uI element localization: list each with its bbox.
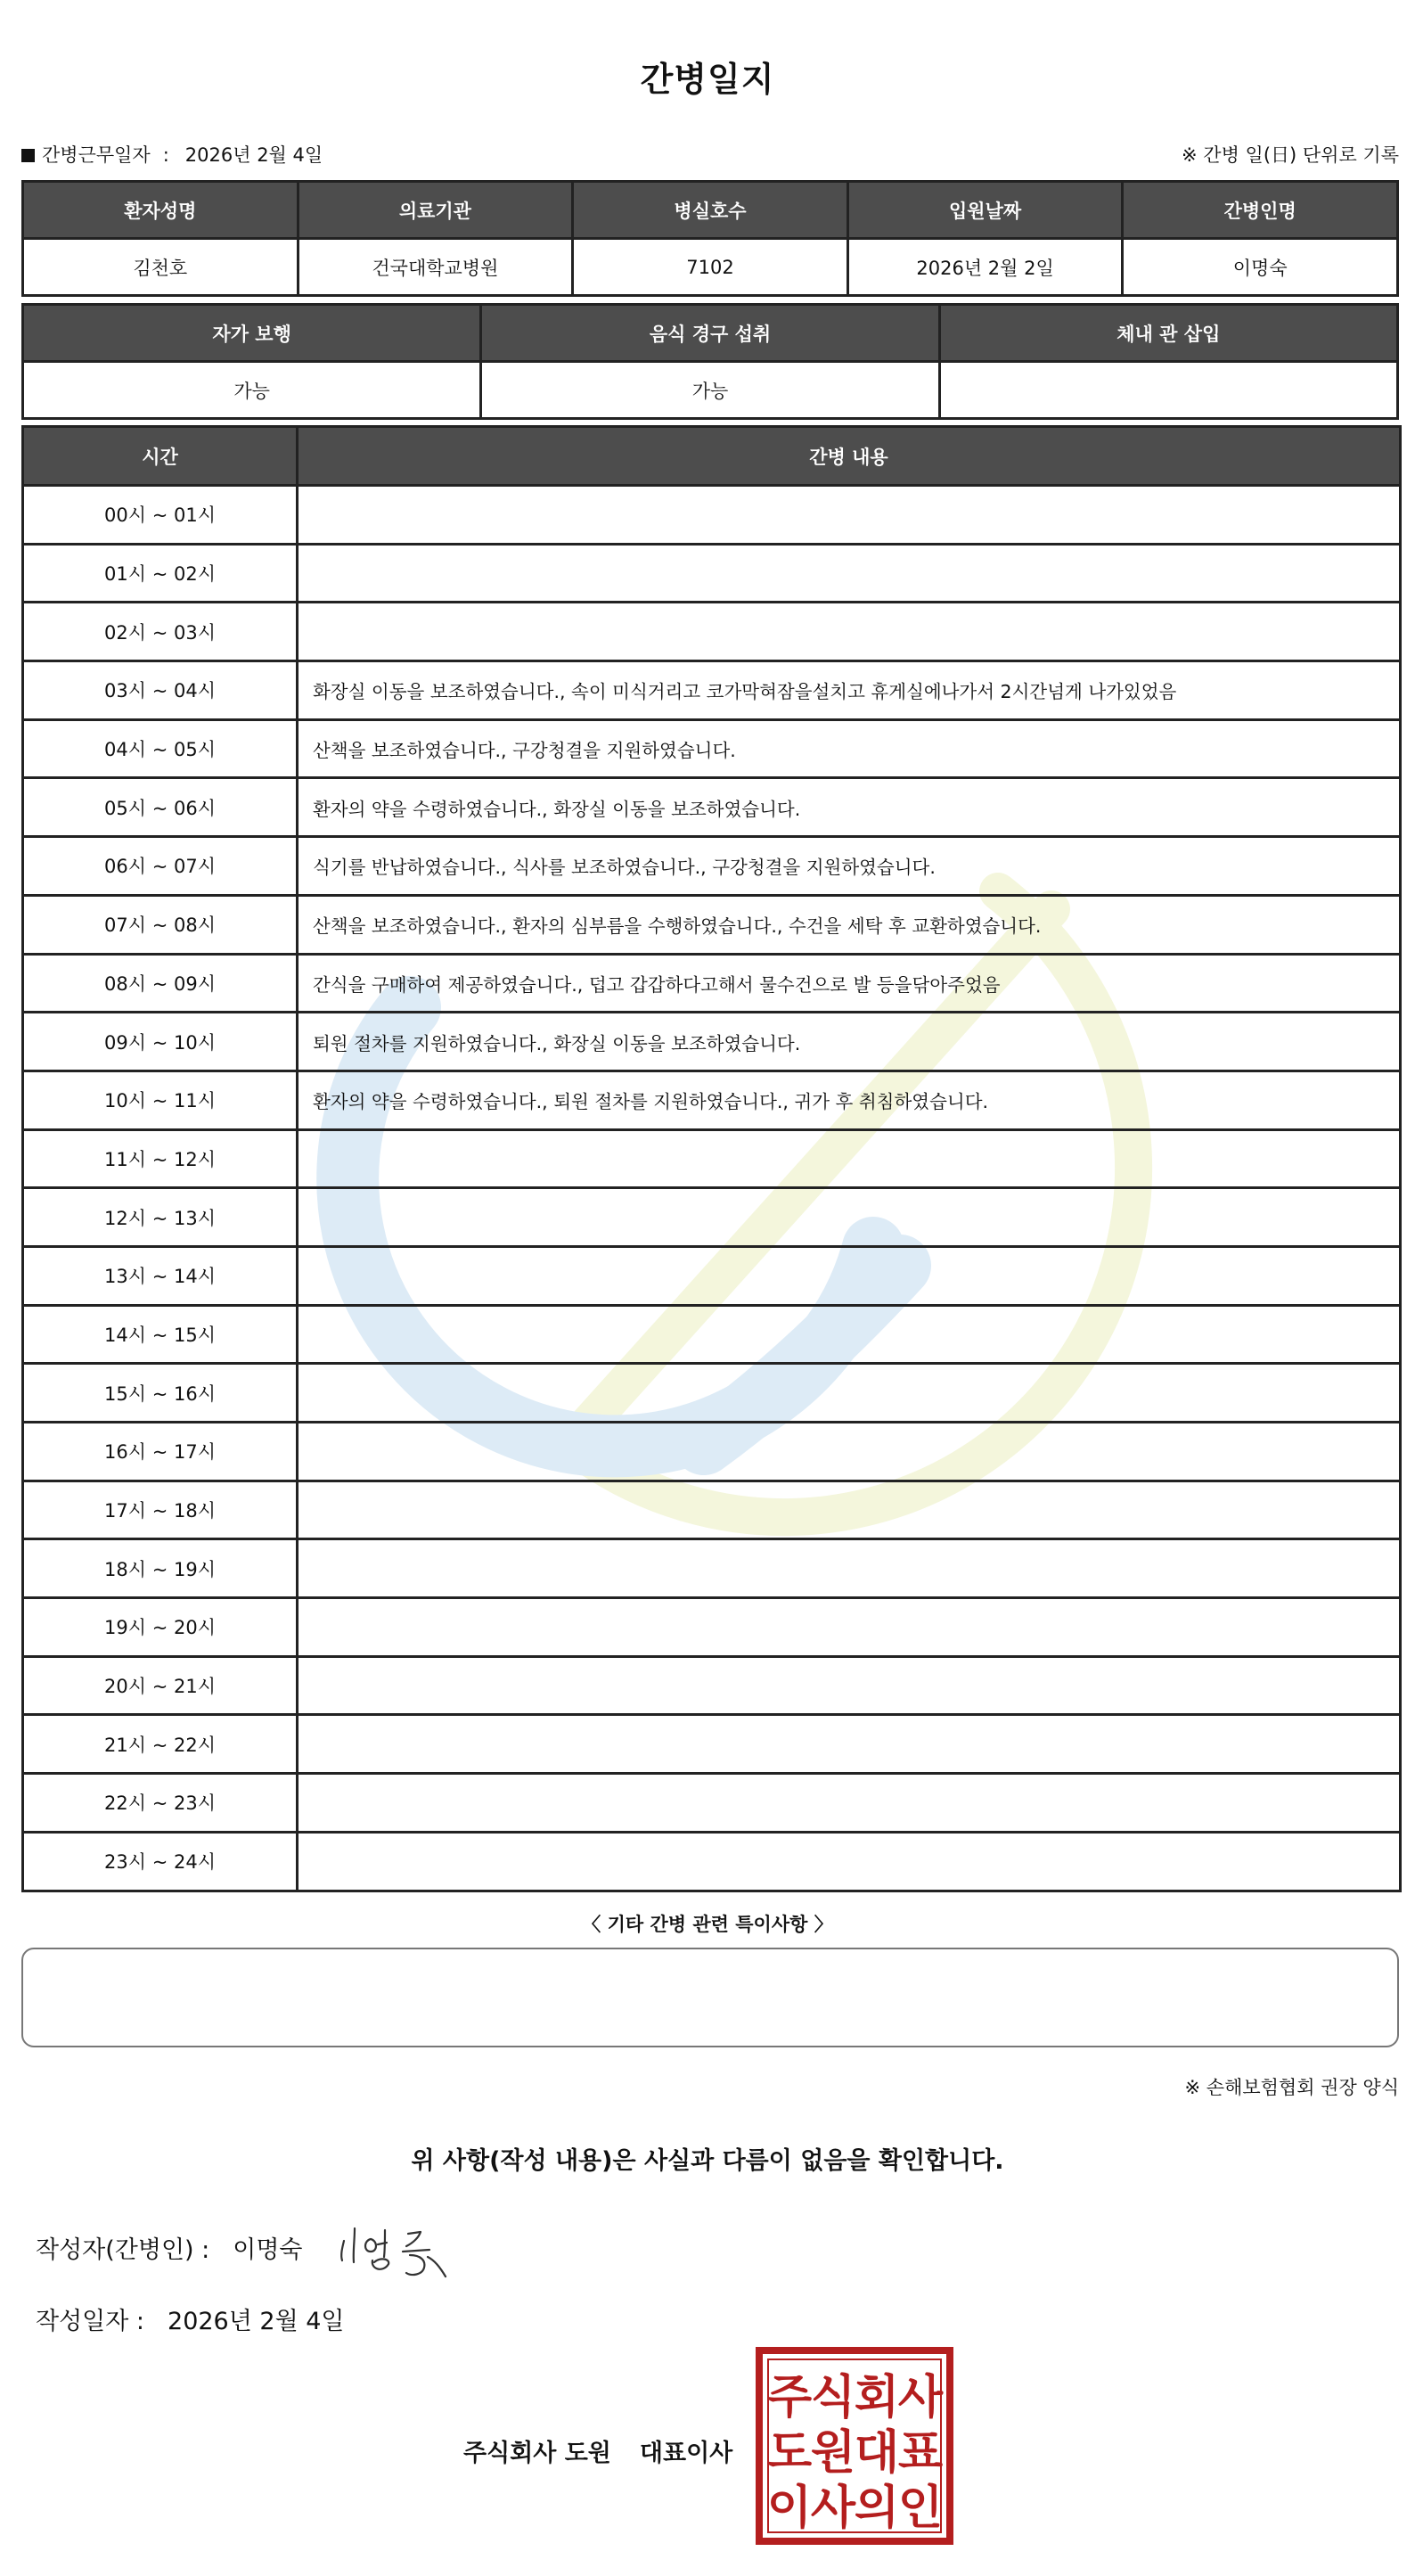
svg-text:인: 인 bbox=[897, 2482, 944, 2535]
document-title: 간병일지 bbox=[640, 60, 775, 99]
log-row bbox=[23, 719, 1401, 778]
log-row bbox=[23, 778, 1401, 837]
svg-text:도: 도 bbox=[766, 2426, 813, 2480]
header-time: 시간 bbox=[23, 427, 298, 486]
svg-text:의: 의 bbox=[854, 2482, 900, 2535]
room-number: 7102 bbox=[573, 239, 848, 296]
log-row bbox=[23, 1129, 1401, 1188]
log-time: 06시 ~ 07시 bbox=[23, 837, 298, 896]
log-time: 11시 ~ 12시 bbox=[23, 1129, 298, 1188]
log-time: 02시 ~ 03시 bbox=[23, 603, 298, 661]
admission-date: 2026년 2월 2일 bbox=[847, 239, 1123, 296]
log-time: 00시 ~ 01시 bbox=[23, 486, 298, 545]
log-content: 간식을 구매하여 제공하였습니다., 덥고 갑갑하다고해서 물수건으로 발 등을닦아주었음 bbox=[298, 954, 1401, 1013]
log-row bbox=[23, 1188, 1401, 1247]
log-row bbox=[23, 1481, 1401, 1539]
log-row bbox=[23, 486, 1401, 545]
work-date-colon: : bbox=[162, 144, 169, 166]
square-bullet-icon bbox=[21, 149, 35, 162]
confirmation-statement: 위 사항(작성 내용)은 사실과 다름이 없음을 확인합니다. bbox=[411, 2147, 1004, 2175]
institution: 건국대학교병원 bbox=[298, 239, 573, 296]
log-content: 산책을 보조하였습니다., 환자의 심부름을 수행하였습니다., 수건을 세탁 후 교환하였습니다. bbox=[298, 895, 1401, 954]
log-row bbox=[23, 1715, 1401, 1774]
log-content: 환자의 약을 수령하였습니다., 화장실 이동을 보조하였습니다. bbox=[298, 778, 1401, 837]
log-time: 19시 ~ 20시 bbox=[23, 1598, 298, 1657]
log-content bbox=[298, 1715, 1401, 1774]
header-patient-name: 환자성명 bbox=[23, 182, 299, 239]
patient-name: 김천호 bbox=[23, 239, 299, 296]
self-walking: 가능 bbox=[23, 362, 481, 419]
writer-name: 이명숙 bbox=[233, 2236, 303, 2264]
write-date-label: 작성일자 : bbox=[36, 2308, 145, 2335]
svg-text:식: 식 bbox=[810, 2371, 856, 2424]
header-care-content: 간병 내용 bbox=[298, 427, 1401, 486]
caregiver-name: 이명숙 bbox=[1123, 239, 1398, 296]
log-content bbox=[298, 1305, 1401, 1364]
log-time: 13시 ~ 14시 bbox=[23, 1246, 298, 1305]
log-content bbox=[298, 544, 1401, 603]
log-time: 04시 ~ 05시 bbox=[23, 719, 298, 778]
log-content bbox=[298, 1539, 1401, 1598]
log-row bbox=[23, 1246, 1401, 1305]
log-row bbox=[23, 895, 1401, 954]
log-content bbox=[298, 1364, 1401, 1423]
writer-label: 작성자(간병인) : bbox=[36, 2236, 210, 2264]
svg-text:원: 원 bbox=[810, 2426, 856, 2480]
meta-row bbox=[21, 141, 1399, 168]
log-row bbox=[23, 1013, 1401, 1071]
record-unit-note: ※ 간병 일(日) 단위로 기록 bbox=[1182, 144, 1399, 166]
company-seal bbox=[756, 2347, 953, 2545]
log-time: 01시 ~ 02시 bbox=[23, 544, 298, 603]
log-content bbox=[298, 1423, 1401, 1481]
handwritten-signature bbox=[335, 2221, 478, 2280]
svg-text:표: 표 bbox=[897, 2426, 944, 2480]
log-content bbox=[298, 1188, 1401, 1247]
work-date-value: 2026년 2월 4일 bbox=[184, 144, 323, 166]
svg-text:사: 사 bbox=[897, 2371, 944, 2424]
svg-text:이: 이 bbox=[766, 2482, 813, 2535]
work-date-group bbox=[21, 141, 323, 168]
log-row bbox=[23, 1832, 1401, 1891]
patient-info-table bbox=[21, 180, 1399, 297]
writer-line bbox=[36, 2230, 303, 2265]
log-row bbox=[23, 1423, 1401, 1481]
patient-status-table bbox=[21, 303, 1399, 420]
log-row bbox=[23, 837, 1401, 896]
tube-insertion bbox=[939, 362, 1397, 419]
header-tube-insertion: 체내 관 삽입 bbox=[939, 305, 1397, 362]
log-content bbox=[298, 1481, 1401, 1539]
svg-text:사: 사 bbox=[810, 2482, 856, 2535]
log-row bbox=[23, 661, 1401, 720]
work-date-label: 간병근무일자 bbox=[42, 144, 151, 166]
log-time: 09시 ~ 10시 bbox=[23, 1013, 298, 1071]
svg-text:회: 회 bbox=[854, 2371, 900, 2424]
log-content: 산책을 보조하였습니다., 구강청결을 지원하였습니다. bbox=[298, 719, 1401, 778]
svg-text:대: 대 bbox=[854, 2426, 900, 2480]
log-time: 12시 ~ 13시 bbox=[23, 1188, 298, 1247]
log-content bbox=[298, 1832, 1401, 1891]
header-institution: 의료기관 bbox=[298, 182, 573, 239]
log-row bbox=[23, 603, 1401, 661]
log-time: 22시 ~ 23시 bbox=[23, 1774, 298, 1833]
log-time: 08시 ~ 09시 bbox=[23, 954, 298, 1013]
remarks-title: 〈 기타 간병 관련 특이사항 〉 bbox=[582, 1914, 833, 1935]
log-time: 14시 ~ 15시 bbox=[23, 1305, 298, 1364]
log-content bbox=[298, 486, 1401, 545]
header-caregiver-name: 간병인명 bbox=[1123, 182, 1398, 239]
write-date-line bbox=[36, 2301, 345, 2336]
company-line bbox=[463, 2433, 732, 2468]
company-name: 주식회사 도원 bbox=[463, 2440, 611, 2467]
log-row bbox=[23, 954, 1401, 1013]
log-time: 15시 ~ 16시 bbox=[23, 1364, 298, 1423]
log-content bbox=[298, 1129, 1401, 1188]
care-log-table bbox=[21, 425, 1402, 1892]
oral-intake: 가능 bbox=[481, 362, 939, 419]
svg-text:주: 주 bbox=[766, 2371, 813, 2424]
log-content bbox=[298, 1598, 1401, 1657]
write-date-value: 2026년 2월 4일 bbox=[168, 2308, 345, 2335]
log-time: 10시 ~ 11시 bbox=[23, 1071, 298, 1129]
log-time: 16시 ~ 17시 bbox=[23, 1423, 298, 1481]
log-time: 23시 ~ 24시 bbox=[23, 1832, 298, 1891]
log-time: 03시 ~ 04시 bbox=[23, 661, 298, 720]
log-time: 21시 ~ 22시 bbox=[23, 1715, 298, 1774]
log-time: 20시 ~ 21시 bbox=[23, 1656, 298, 1715]
ceo-title: 대표이사 bbox=[639, 2440, 733, 2467]
log-time: 07시 ~ 08시 bbox=[23, 895, 298, 954]
log-content bbox=[298, 603, 1401, 661]
log-content bbox=[298, 1774, 1401, 1833]
log-content: 화장실 이동을 보조하였습니다., 속이 미식거리고 코가막혀잠을설치고 휴게실에나가서 2시간넘게 나가있었음 bbox=[298, 661, 1401, 720]
log-row bbox=[23, 1305, 1401, 1364]
source-note: ※ 손해보험협회 권장 양식 bbox=[1184, 2077, 1399, 2098]
log-row bbox=[23, 1598, 1401, 1657]
log-row bbox=[23, 1539, 1401, 1598]
log-row bbox=[23, 1774, 1401, 1833]
log-row bbox=[23, 1656, 1401, 1715]
log-content bbox=[298, 1656, 1401, 1715]
header-oral-intake: 음식 경구 섭취 bbox=[481, 305, 939, 362]
log-row bbox=[23, 544, 1401, 603]
log-content bbox=[298, 1246, 1401, 1305]
log-time: 05시 ~ 06시 bbox=[23, 778, 298, 837]
log-row bbox=[23, 1071, 1401, 1129]
log-time: 18시 ~ 19시 bbox=[23, 1539, 298, 1598]
log-content: 환자의 약을 수령하였습니다., 퇴원 절차를 지원하였습니다., 귀가 후 취침하였습니다. bbox=[298, 1071, 1401, 1129]
header-admission-date: 입원날짜 bbox=[847, 182, 1123, 239]
log-row bbox=[23, 1364, 1401, 1423]
remarks-box bbox=[21, 1948, 1399, 2047]
log-content: 식기를 반납하였습니다., 식사를 보조하였습니다., 구강청결을 지원하였습니다. bbox=[298, 837, 1401, 896]
header-room-number: 병실호수 bbox=[573, 182, 848, 239]
log-content: 퇴원 절차를 지원하였습니다., 화장실 이동을 보조하였습니다. bbox=[298, 1013, 1401, 1071]
log-time: 17시 ~ 18시 bbox=[23, 1481, 298, 1539]
header-self-walking: 자가 보행 bbox=[23, 305, 481, 362]
